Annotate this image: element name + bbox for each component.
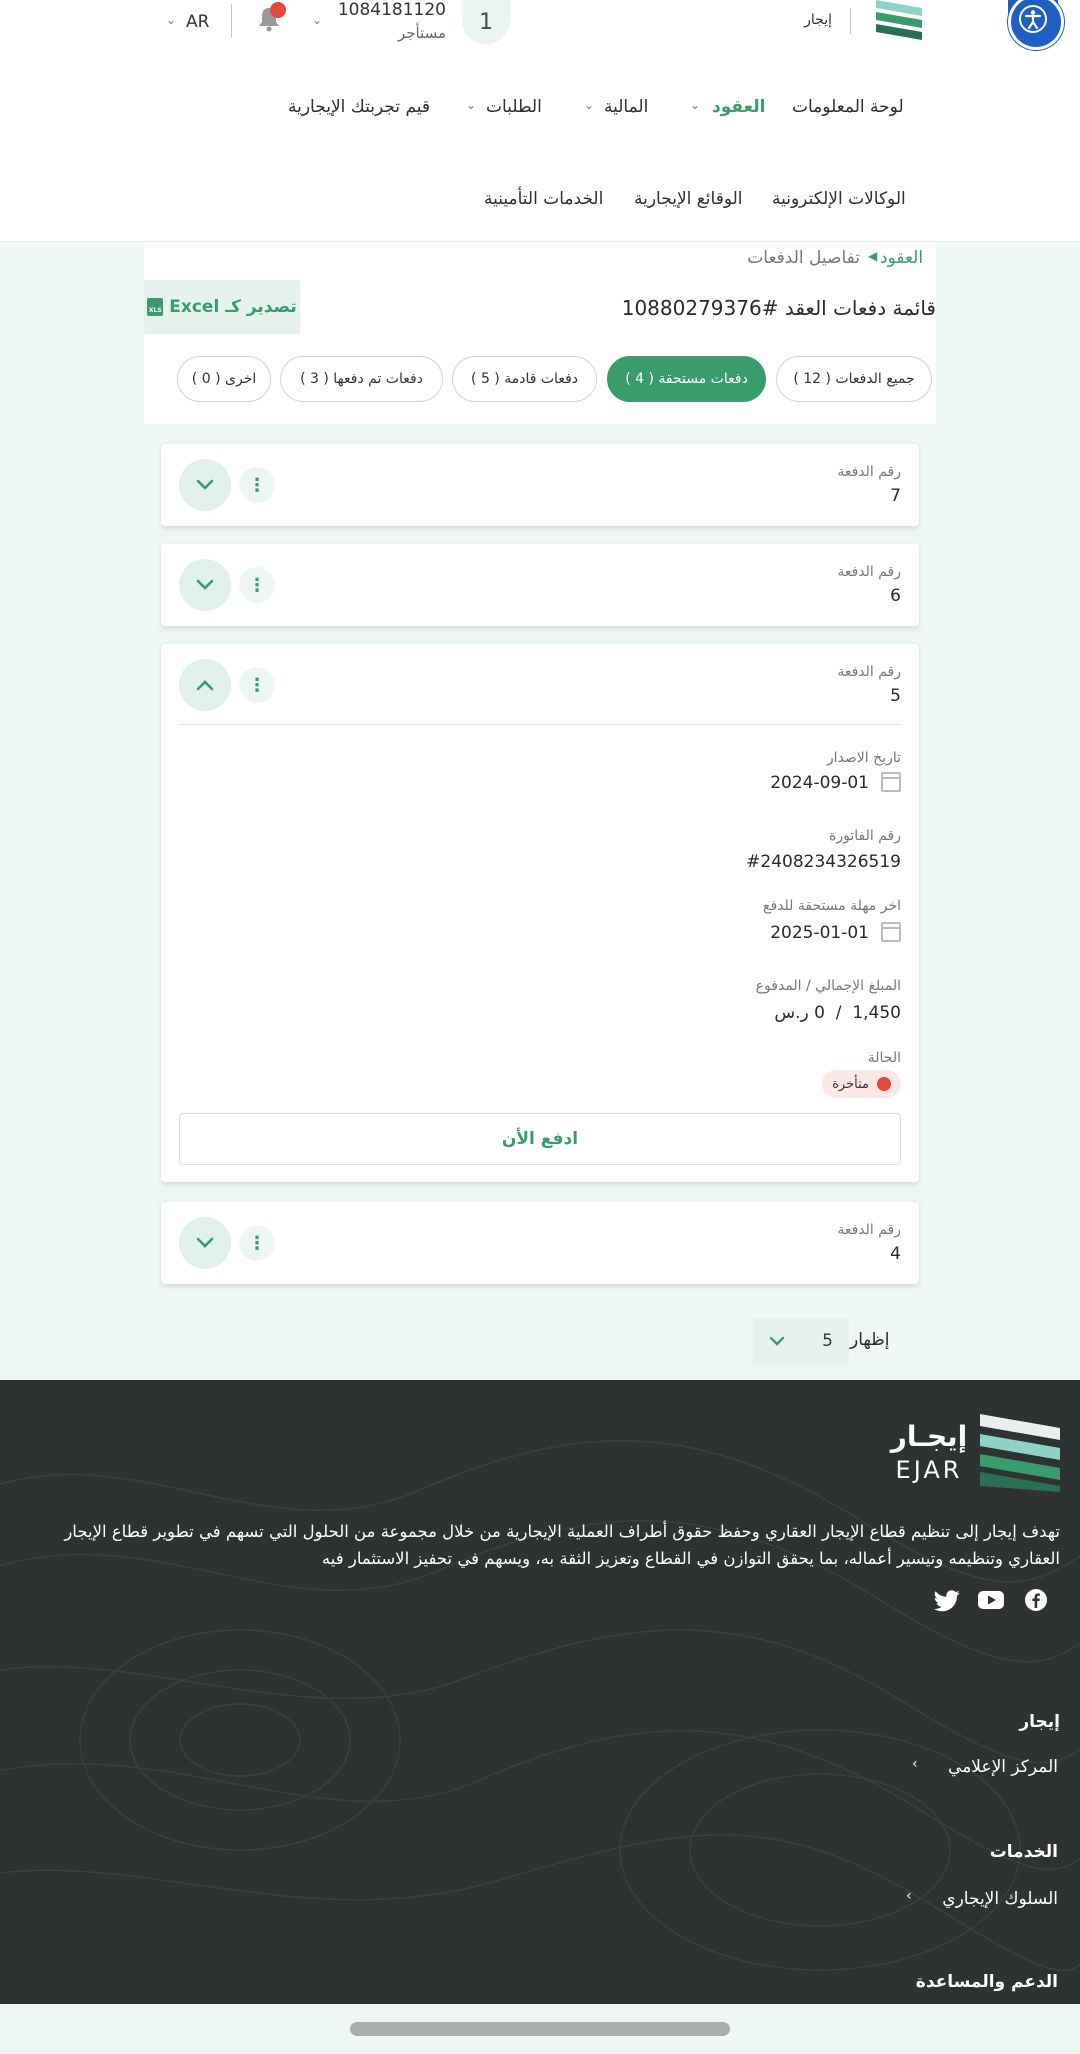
nav-dashboard[interactable]: لوحة المعلومات: [792, 97, 904, 117]
collapse-button[interactable]: [179, 659, 231, 711]
user-menu-chevron-icon[interactable]: ⌄: [312, 13, 323, 27]
due-date-label: اخر مهلة مستحقة للدفع: [763, 898, 901, 914]
page-size-value: 5: [822, 1331, 833, 1351]
payment-number: 4: [890, 1244, 901, 1264]
youtube-icon[interactable]: [978, 1590, 1004, 1610]
user-role: مستأجر: [397, 24, 446, 42]
tab-other-payments[interactable]: اخرى ( 0 ): [177, 356, 271, 402]
chevron-right-icon: ›: [906, 1888, 912, 1904]
calendar-icon: [881, 922, 901, 942]
issue-date-label: تاريخ الاصدار: [826, 750, 901, 766]
notification-badge: [270, 2, 286, 18]
chevron-down-icon: [196, 579, 214, 591]
more-options-icon[interactable]: ⋮: [239, 1225, 275, 1261]
payment-card: [161, 544, 919, 626]
amount-label: المبلغ الإجمالي / المدفوع: [755, 978, 901, 994]
more-options-icon[interactable]: ⋮: [239, 567, 275, 603]
footer-logo-english: EJAR: [895, 1456, 963, 1484]
expand-button[interactable]: [179, 1217, 231, 1269]
payment-number-label: رقم الدفعة: [837, 464, 901, 480]
header-divider: [850, 8, 851, 34]
footer-link-media-center[interactable]: المركز الإعلامي: [948, 1757, 1058, 1777]
payment-number: 6: [890, 586, 901, 606]
calendar-icon: [881, 772, 901, 792]
expand-button[interactable]: [179, 559, 231, 611]
invoice-number-label: رقم الفاتورة: [829, 828, 901, 844]
breadcrumb-current: تفاصيل الدفعات: [747, 248, 860, 268]
tab-upcoming-payments[interactable]: دفعات قادمة ( 5 ): [452, 356, 597, 402]
language-chevron-icon[interactable]: ⌄: [166, 13, 177, 27]
payment-number-label: رقم الدفعة: [837, 564, 901, 580]
chevron-right-icon: ›: [912, 1756, 918, 1772]
status-badge: [822, 1070, 901, 1098]
nav-requests-chevron-icon[interactable]: ⌄: [466, 98, 477, 112]
footer-link-rental-behavior[interactable]: السلوك الإيجاري: [942, 1889, 1058, 1909]
brand-name: إيجار: [804, 12, 832, 28]
breadcrumb-contracts[interactable]: العقود: [880, 248, 924, 268]
excel-file-icon: XLS: [147, 298, 163, 316]
status-text: متأخرة: [832, 1076, 869, 1092]
chevron-up-icon: [196, 679, 214, 691]
payment-number: 5: [890, 686, 901, 706]
payment-number: 7: [890, 486, 901, 506]
more-options-icon[interactable]: ⋮: [239, 667, 275, 703]
chevron-down-icon: [196, 1237, 214, 1249]
nav-insurance-services[interactable]: الخدمات التأمينية: [484, 189, 604, 209]
nav-requests[interactable]: الطلبات: [486, 97, 542, 117]
facebook-icon[interactable]: [1024, 1588, 1048, 1612]
nav-e-agencies[interactable]: الوكالات الإلكترونية: [772, 189, 906, 209]
invoice-number: #2408234326519: [746, 852, 901, 872]
user-id[interactable]: 1084181120: [337, 0, 446, 20]
payment-card: [161, 444, 919, 526]
ejar-logo-icon[interactable]: [876, 0, 922, 42]
page-title: قائمة دفعات العقد #10880279376: [621, 296, 936, 320]
payment-number-label: رقم الدفعة: [837, 664, 901, 680]
accessibility-button[interactable]: [1008, 0, 1058, 44]
footer-section-support: الدعم والمساعدة: [915, 1972, 1058, 1992]
chevron-down-icon: [196, 479, 214, 491]
payment-card-expanded: [161, 644, 919, 1182]
pay-now-button[interactable]: ادفع الأن: [179, 1113, 901, 1165]
footer-section-services: الخدمات: [989, 1842, 1058, 1862]
card-divider: [179, 724, 901, 725]
accessibility-icon: [1018, 4, 1048, 34]
breadcrumb-arrow-icon: ◀: [868, 249, 878, 263]
issue-date: 2024-09-01: [770, 773, 869, 793]
amount-value: 1,450 / 0 ر.س: [774, 1003, 901, 1023]
nav-contracts[interactable]: العقود: [712, 97, 766, 117]
footer-logo-arabic: إيجـار: [890, 1420, 968, 1453]
footer-section-ejar: إيجار: [1019, 1712, 1060, 1732]
nav-finance-chevron-icon[interactable]: ⌄: [584, 98, 595, 112]
header-divider: [231, 4, 232, 38]
more-options-icon[interactable]: ⋮: [239, 467, 275, 503]
payment-number-label: رقم الدفعة: [837, 1222, 901, 1238]
footer-description: تهدف إيجار إلى تنظيم قطاع الإيجار العقاري وحفظ حقوق أطراف العملية الإيجارية من خلال مجموعة من الحلول التي تسهم في تطوير قطاع الإيجار العقاري وتنظيمه وتيسير أعماله، بما يحقق التوازن في القطاع وتعزيز الثقة به، ويسهم في تحفيز الاستثمار فيه: [64, 1522, 1060, 1568]
tab-all-payments[interactable]: جميع الدفعات ( 12 ): [776, 356, 932, 402]
nav-contracts-chevron-icon[interactable]: ⌄: [690, 98, 701, 112]
tab-paid-payments[interactable]: دفعات تم دفعها ( 3 ): [280, 356, 443, 402]
nav-finance[interactable]: المالية: [604, 97, 649, 117]
nav-rate-experience[interactable]: قيم تجربتك الإيجارية: [288, 97, 431, 117]
expand-button[interactable]: [179, 459, 231, 511]
ejar-footer-logo-icon: [980, 1414, 1060, 1492]
status-dot-icon: [877, 1077, 891, 1091]
page-size-select[interactable]: [753, 1318, 849, 1364]
chevron-down-icon: [769, 1336, 785, 1346]
horizontal-scrollbar[interactable]: [350, 2022, 730, 2036]
status-label: الحالة: [867, 1050, 901, 1066]
export-excel-label: تصدير كـ Excel: [169, 297, 297, 317]
export-excel-button[interactable]: [144, 280, 300, 334]
payment-card: [161, 1202, 919, 1284]
page-size-label: إظهار: [850, 1330, 890, 1350]
language-switcher[interactable]: AR: [186, 12, 210, 32]
nav-rental-events[interactable]: الوقائع الإيجارية: [634, 189, 743, 209]
tab-due-payments[interactable]: دفعات مستحقة ( 4 ): [607, 356, 766, 402]
twitter-icon[interactable]: [934, 1590, 960, 1612]
step-indicator: 1: [462, 0, 510, 44]
due-date: 2025-01-01: [770, 923, 869, 943]
